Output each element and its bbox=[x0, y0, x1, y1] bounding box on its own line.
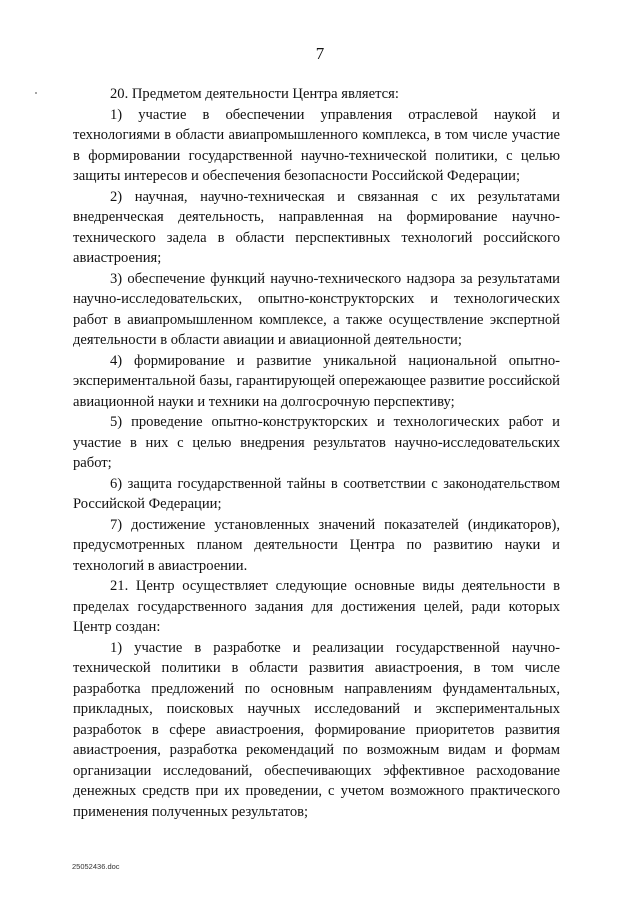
scan-artifact-dot bbox=[35, 92, 37, 94]
paragraph-20-item-7: 7) достижение установленных значений показателей (индикаторов), предусмотренных планом деятельности Центра по развитию науки и технологий в авиастроении. bbox=[73, 516, 560, 574]
paragraph-21-item-1: 1) участие в разработке и реализации государственной научно-технической политики в области развития авиастроения, в том числе разработка предложений по основным направлениям фундаментальных, прикладных, поисковых научных исследований и экспериментальных разработок в сфере авиастроения, формирование приоритетов развития авиастроения, разработка рекомендаций по возможным видам и формам организации исследований, обеспечивающих эффективное расходование денежных средств при их проведении, с учетом возможного практического применения полученных результатов; bbox=[73, 639, 560, 820]
paragraph-20-heading: 20. Предметом деятельности Центра является: bbox=[110, 86, 399, 102]
paragraph-20-item-6: 6) защита государственной тайны в соответствии с законодательством Российской Федерации; bbox=[73, 475, 560, 512]
paragraph-20-item-5: 5) проведение опытно-конструкторских и технологических работ и участие в них с целью внедрения результатов научно-исследовательских работ; bbox=[73, 414, 560, 471]
page-number: 7 bbox=[315, 44, 325, 63]
paragraph-20-item-2: 2) научная, научно-техническая и связанная с их результатами внедренческая деятельность, направленная на формирование научно-технического задела в области перспективных технологий российского авиастроения; bbox=[73, 188, 560, 266]
footer-filename: 25052436.doc bbox=[72, 862, 120, 871]
paragraph-21-heading: 21. Центр осуществляет следующие основные виды деятельности в пределах государственного задания для достижения целей, ради которых Центр создан: bbox=[73, 578, 560, 635]
paragraph-20-item-1: 1) участие в обеспечении управления отраслевой наукой и технологиями в области авиапромышленного комплекса, в том числе участие в формировании государственной научно-технической политики, с целью защиты интересов и обеспечения безопасности Российской Федерации; bbox=[73, 106, 560, 184]
paragraph-20-item-3: 3) обеспечение функций научно-технического надзора за результатами научно-исследовательских, опытно-конструкторских и технологических работ в авиапромышленном комплексе, а также осуществление экспертной деятельности в области авиации и авиационной деятельности; bbox=[73, 270, 560, 348]
document-body bbox=[73, 84, 560, 822]
paragraph-20-item-4: 4) формирование и развитие уникальной национальной опытно-экспериментальной базы, гарантирующей опережающее развитие российской авиационной науки и техники на долгосрочную перспективу; bbox=[73, 352, 560, 410]
